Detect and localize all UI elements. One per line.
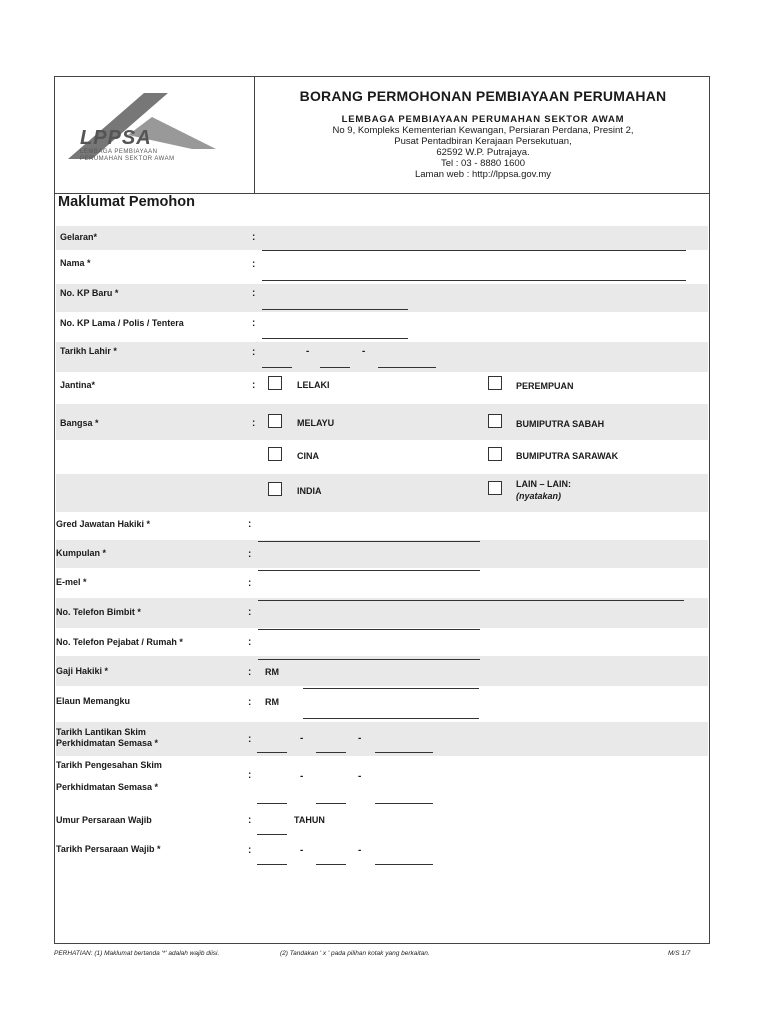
label-tel-pejabat: No. Telefon Pejabat / Rumah * [56,637,183,647]
kp-baru-field[interactable] [262,309,408,310]
label-gred: Gred Jawatan Hakiki * [56,519,151,529]
section-title: Maklumat Pemohon [58,194,195,210]
label-bangsa: Bangsa * [60,418,99,428]
persaraan-year-field[interactable] [375,864,433,865]
colon: : [248,815,252,826]
colon: : [248,578,252,589]
colon: : [248,770,252,781]
option-perempuan: PEREMPUAN [516,381,574,391]
colon: : [252,288,256,299]
label-lantikan-2: Perkhidmatan Semasa * [56,738,159,748]
org-address-1: No 9, Kompleks Kementerian Kewangan, Persiaran Perdana, Presint 2, [332,125,634,136]
pengesahan-month-field[interactable] [316,803,346,804]
logo-subtitle-2: PERUMAHAN SEKTOR AWAM [80,156,175,162]
colon: : [248,697,252,708]
pengesahan-day-field[interactable] [257,803,287,804]
row-band [56,598,708,628]
tel-bimbit-field[interactable] [258,629,480,630]
lantikan-day-field[interactable] [257,752,287,753]
kumpulan-field[interactable] [258,570,480,571]
lahir-day-field[interactable] [262,367,292,368]
colon: : [248,734,252,745]
date-separator: - [362,346,366,357]
label-gaji: Gaji Hakiki * [56,666,109,676]
label-umur-persaraan: Umur Persaraan Wajib [56,815,152,825]
label-kumpulan: Kumpulan * [56,548,107,558]
row-band [56,404,708,440]
date-separator: - [306,346,310,357]
footer-note-1: PERHATIAN: (1) Maklumat bertanda '*' adalah wajib diisi. [54,950,220,957]
label-nama: Nama * [60,258,91,268]
option-bumiputra-sarawak: BUMIPUTRA SARAWAK [516,451,619,461]
gred-field[interactable] [258,541,480,542]
gaji-field[interactable] [303,688,479,689]
option-lelaki: LELAKI [297,380,330,390]
label-gelaran: Gelaran* [60,232,98,242]
colon: : [252,380,256,391]
option-lain-lain: LAIN – LAIN: [516,479,571,489]
label-emel: E-mel * [56,577,87,587]
persaraan-day-field[interactable] [257,864,287,865]
org-name: LEMBAGA PEMBIAYAAN PERUMAHAN SEKTOR AWAM [341,114,625,125]
logo-subtitle-1: LEMBAGA PEMBIAYAAN [80,149,158,155]
colon: : [248,637,252,648]
label-jantina: Jantina* [60,380,96,390]
row-band [56,540,708,568]
org-address-2: Pusat Pentadbiran Kerajaan Persekutuan, [394,136,572,147]
checkbox-melayu[interactable] [268,414,282,428]
lahir-year-field[interactable] [378,367,436,368]
form-title: BORANG PERMOHONAN PEMBIAYAAN PERUMAHAN [299,88,667,104]
date-separator: - [358,733,362,744]
label-kp-lama: No. KP Lama / Polis / Tentera [60,318,184,328]
date-separator: - [358,845,362,856]
persaraan-month-field[interactable] [316,864,346,865]
elaun-field[interactable] [303,718,479,719]
org-address-3: 62592 W.P. Putrajaya. [436,147,530,158]
option-india: INDIA [297,486,322,496]
checkbox-bumiputra-sabah[interactable] [488,414,502,428]
checkbox-india[interactable] [268,482,282,496]
lahir-month-field[interactable] [320,367,350,368]
tel-pejabat-field[interactable] [258,659,480,660]
logo-text: LPPSA [80,127,152,149]
date-separator: - [358,771,362,782]
row-band [56,474,708,512]
label-tel-bimbit: No. Telefon Bimbit * [56,607,141,617]
label-lantikan-1: Tarikh Lantikan Skim [56,727,146,737]
option-nyatakan: (nyatakan) [516,491,562,501]
label-tarikh-lahir: Tarikh Lahir * [60,346,117,356]
row-band [56,656,708,686]
lantikan-year-field[interactable] [375,752,433,753]
gelaran-field[interactable] [262,250,686,251]
umur-persaraan-field[interactable] [257,834,287,835]
checkbox-perempuan[interactable] [488,376,502,390]
colon: : [252,347,256,358]
colon: : [248,667,252,678]
colon: : [248,519,252,530]
org-tel: Tel : 03 - 8880 1600 [441,158,525,169]
label-kp-baru: No. KP Baru * [60,288,119,298]
colon: : [248,549,252,560]
colon: : [252,418,256,429]
date-separator: - [300,771,304,782]
colon: : [252,318,256,329]
checkbox-bumiputra-sarawak[interactable] [488,447,502,461]
checkbox-lain-lain[interactable] [488,481,502,495]
emel-field[interactable] [258,600,684,601]
pengesahan-year-field[interactable] [375,803,433,804]
colon: : [252,259,256,270]
row-band [56,226,708,250]
date-separator: - [300,733,304,744]
option-melayu: MELAYU [297,418,335,428]
label-pengesahan-2: Perkhidmatan Semasa * [56,782,159,792]
footer-note-2: (2) Tandakan ' x ' pada pilihan kotak yang berkaitan. [280,950,430,957]
colon: : [248,845,252,856]
page-number: M/S 1/7 [668,950,691,957]
option-cina: CINA [297,451,319,461]
org-web: Laman web : http://lppsa.gov.my [414,169,552,180]
unit-rm: RM [265,697,279,707]
label-elaun: Elaun Memangku [56,696,131,706]
lantikan-month-field[interactable] [316,752,346,753]
colon: : [248,607,252,618]
checkbox-lelaki[interactable] [268,376,282,390]
colon: : [252,232,256,243]
label-pengesahan-1: Tarikh Pengesahan Skim [56,760,162,770]
option-bumiputra-sabah: BUMIPUTRA SABAH [516,419,605,429]
unit-rm: RM [265,667,279,677]
date-separator: - [300,845,304,856]
kp-lama-field[interactable] [262,338,408,339]
label-tarikh-persaraan: Tarikh Persaraan Wajib * [56,844,161,854]
nama-field[interactable] [262,280,686,281]
unit-tahun: TAHUN [294,815,325,825]
row-band [56,284,708,312]
checkbox-cina[interactable] [268,447,282,461]
